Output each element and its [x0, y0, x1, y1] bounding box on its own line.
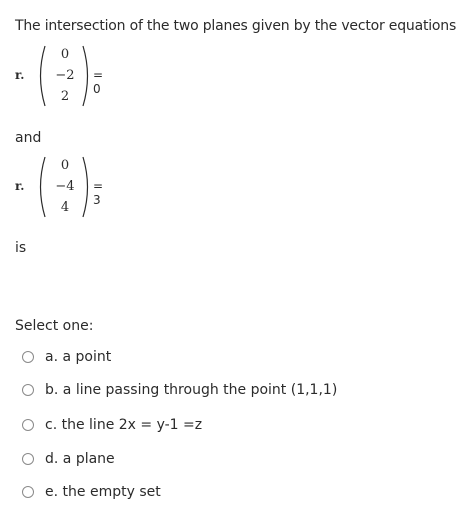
option-label: a line passing through the point (1,1,1): [62, 382, 338, 398]
option-letter: c.: [45, 417, 58, 433]
r-dot-label: r.: [15, 68, 25, 82]
equation-rhs: = 3: [93, 179, 104, 207]
vector-entry: 0: [60, 47, 70, 62]
radio-button[interactable]: [22, 453, 34, 465]
radio-button[interactable]: [22, 419, 34, 431]
answer-option-a[interactable]: [22, 346, 111, 368]
vector-entry: 2: [60, 89, 70, 104]
r-dot-label: r.: [15, 179, 25, 193]
right-paren: [81, 155, 93, 219]
vector-entry: −4: [55, 179, 75, 194]
radio-button[interactable]: [22, 351, 34, 363]
equation-rhs: = 0: [93, 68, 104, 96]
answer-option-b[interactable]: [22, 379, 337, 401]
tail-text: is: [15, 240, 27, 256]
right-paren: [81, 44, 93, 108]
option-letter: b.: [45, 382, 59, 398]
column-vector: [45, 44, 85, 108]
answer-option-d[interactable]: [22, 448, 115, 470]
option-label: the line 2x = y-1 =z: [61, 417, 203, 433]
connector-text: and: [15, 130, 42, 146]
vector-entry: −2: [55, 68, 75, 83]
column-vector: [45, 155, 85, 219]
option-label: a plane: [62, 451, 115, 467]
question-text: The intersection of the two planes given by the vector equations: [15, 18, 457, 34]
option-letter: e.: [45, 484, 59, 500]
vector-entry: 0: [60, 158, 70, 173]
option-label: a point: [62, 349, 112, 365]
answer-option-c[interactable]: [22, 414, 202, 436]
select-one-label: Select one:: [15, 318, 94, 334]
vector-entry: 4: [60, 200, 70, 215]
radio-button[interactable]: [22, 384, 34, 396]
option-letter: d.: [45, 451, 59, 467]
radio-button[interactable]: [22, 486, 34, 498]
option-label: the empty set: [62, 484, 161, 500]
option-letter: a.: [45, 349, 59, 365]
answer-option-e[interactable]: [22, 481, 161, 503]
